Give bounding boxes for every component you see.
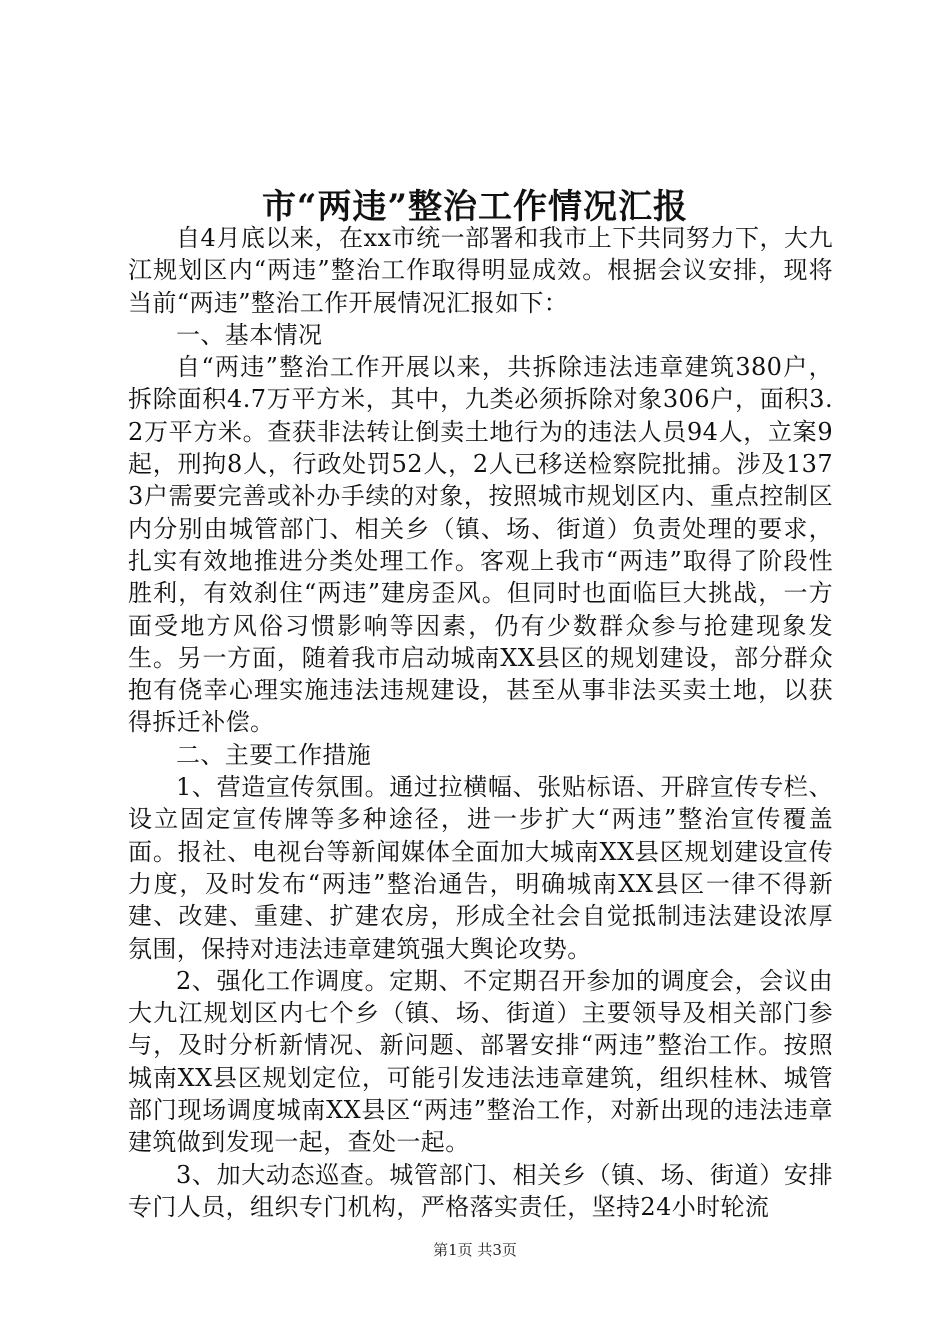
basic-situation-paragraph: 自“两违”整治工作开展以来，共拆除违法违章建筑380户，拆除面积4.7万平方米，其中，九类必须拆除对象306户，面积3.2万平方米。查获非法转让倒卖土地行为的违法人员94人，立案9起，刑拘8人，行政处罚52人，2人已移送检察院批捕。涉及1373户需要完善或补办手续的对象，按照城市规划区内、重点控制区内分别由城管部门、相关乡（镇、场、街道）负责处理的要求，扎实有效地推进分类处理工作。客观上我市“两违”取得了阶段性胜利，有效刹住“两违”建房歪风。但同时也面临巨大挑战，一方面受地方风俗习惯影响等因素，仍有少数群众参与抢建现象发生。另一方面，随着我市启动城南XX县区的规划建设，部分群众抱有侥幸心理实施违法违规建设，甚至从事非法买卖土地，以获得拆迁补偿。 (128, 353, 833, 737)
page-title: 市“两违”整治工作情况汇报 (261, 187, 689, 227)
section-heading-basic-situation: 一、基本情况 (176, 320, 323, 349)
measure-3-paragraph: 3、加大动态巡查。城管部门、相关乡（镇、场、街道）安排专门人员，组织专门机构，严格落实责任，坚持24小时轮流 (128, 1160, 833, 1221)
page-number-footer: 第1页 共3页 (433, 1241, 517, 1259)
measure-1-paragraph: 1、营造宣传氛围。通过拉横幅、张贴标语、开辟宣传专栏、设立固定宣传牌等多种途径，进一步扩大“两违”整治宣传覆盖面。报社、电视台等新闻媒体全面加大城南XX县区规划建设宣传力度，及时发布“两违”整治通告，明确城南XX县区一律不得新建、改建、重建、扩建农房，形成全社会自觉抵制违法建设浓厚氛围，保持对违法违章建筑强大舆论攻势。 (128, 773, 833, 963)
document-body (128, 222, 833, 1223)
section-heading-main-measures: 二、主要工作措施 (176, 740, 372, 769)
intro-paragraph: 自4月底以来，在xx市统一部署和我市上下共同努力下，大九江规划区内“两违”整治工作取得明显成效。根据会议安排，现将当前“两违”整治工作开展情况汇报如下： (128, 224, 833, 317)
measure-2-paragraph: 2、强化工作调度。定期、不定期召开参加的调度会，会议由大九江规划区内七个乡（镇、场、街道）主要领导及相关部门参与，及时分析新情况、新问题、部署安排“两违”整治工作。按照城南XX县区规划定位，可能引发违法违章建筑，组织桂林、城管部门现场调度城南XX县区“两违”整治工作，对新出现的违法违章建筑做到发现一起，查处一起。 (128, 966, 833, 1157)
